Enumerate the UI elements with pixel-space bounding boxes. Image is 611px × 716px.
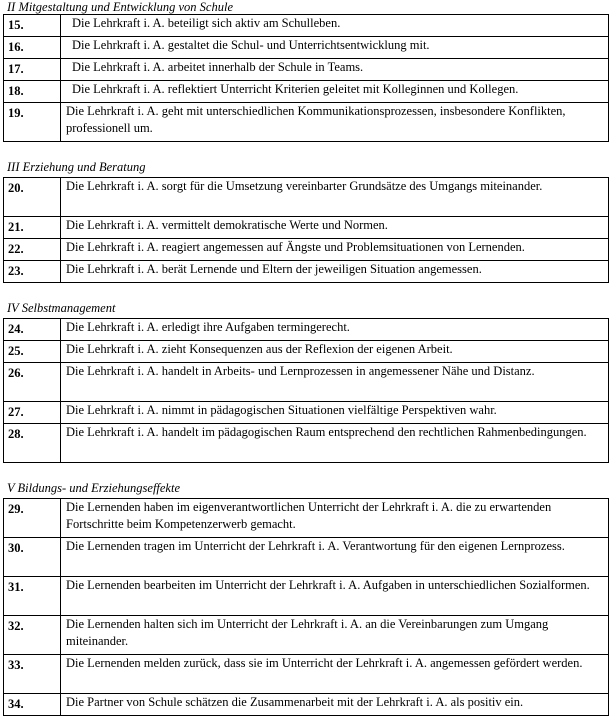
table-row — [4, 538, 609, 577]
table-row — [4, 424, 609, 463]
row-number: 25. — [4, 341, 61, 363]
table-row — [4, 363, 609, 402]
row-number: 28. — [4, 424, 61, 463]
table-row — [4, 402, 609, 424]
row-text: Die Lernenden melden zurück, dass sie im Unterricht der Lehrkraft i. A. angemessen gefördert werden. — [61, 655, 609, 694]
row-text: Die Lernenden tragen im Unterricht der Lehrkraft i. A. Verantwortung für den eigenen Lernprozess. — [61, 538, 609, 577]
row-number: 16. — [4, 37, 61, 59]
row-number: 18. — [4, 81, 61, 103]
table-row — [4, 694, 609, 716]
criteria-table-iii — [3, 177, 609, 283]
section-heading-iv: IV Selbstmanagement — [7, 301, 116, 315]
table-row — [4, 239, 609, 261]
table-row — [4, 655, 609, 694]
row-number: 33. — [4, 655, 61, 694]
row-text: Die Lernenden haben im eigenverantwortlichen Unterricht der Lehrkraft i. A. die zu erwartenden Fortschritte beim Kompetenzerwerb gemacht. — [61, 499, 609, 538]
row-number: 23. — [4, 261, 61, 283]
row-text: Die Lehrkraft i. A. handelt in Arbeits- und Lernprozessen in angemessener Nähe und Distanz. — [61, 363, 609, 402]
row-number: 17. — [4, 59, 61, 81]
row-text: Die Lehrkraft i. A. sorgt für die Umsetzung vereinbarter Grundsätze des Umgangs miteinander. — [61, 178, 609, 217]
table-row — [4, 81, 609, 103]
row-text: Die Lehrkraft i. A. handelt im pädagogischen Raum entsprechend den rechtlichen Rahmenbedingungen. — [61, 424, 609, 463]
row-number: 27. — [4, 402, 61, 424]
criteria-table-ii — [3, 14, 609, 142]
table-row — [4, 577, 609, 616]
row-number: 26. — [4, 363, 61, 402]
row-text: Die Lehrkraft i. A. geht mit unterschiedlichen Kommunikationsprozessen, insbesondere Konflikten, professionell um. — [61, 103, 609, 142]
table-row — [4, 319, 609, 341]
row-text: Die Lehrkraft i. A. erledigt ihre Aufgaben termingerecht. — [61, 319, 609, 341]
table-row — [4, 178, 609, 217]
section-heading-iii: III Erziehung und Beratung — [7, 160, 146, 174]
table-row — [4, 15, 609, 37]
row-number: 21. — [4, 217, 61, 239]
row-number: 29. — [4, 499, 61, 538]
row-number: 32. — [4, 616, 61, 655]
row-text: Die Lehrkraft i. A. reagiert angemessen auf Ängste und Problemsituationen von Lernenden. — [61, 239, 609, 261]
row-text: Die Lehrkraft i. A. arbeitet innerhalb der Schule in Teams. — [61, 59, 609, 81]
row-number: 30. — [4, 538, 61, 577]
table-row — [4, 103, 609, 142]
criteria-table-iv — [3, 318, 609, 463]
row-text: Die Partner von Schule schätzen die Zusammenarbeit mit der Lehrkraft i. A. als positiv ein. — [61, 694, 609, 716]
table-row — [4, 261, 609, 283]
row-text: Die Lernenden bearbeiten im Unterricht der Lehrkraft i. A. Aufgaben in unterschiedlichen Sozialformen. — [61, 577, 609, 616]
row-number: 24. — [4, 319, 61, 341]
table-row — [4, 37, 609, 59]
section-heading-v: V Bildungs- und Erziehungseffekte — [7, 481, 181, 495]
row-number: 31. — [4, 577, 61, 616]
table-row — [4, 59, 609, 81]
row-text: Die Lernenden halten sich im Unterricht der Lehrkraft i. A. an die Vereinbarungen zum Umgang miteinander. — [61, 616, 609, 655]
table-row — [4, 341, 609, 363]
table-row — [4, 499, 609, 538]
row-text: Die Lehrkraft i. A. zieht Konsequenzen aus der Reflexion der eigenen Arbeit. — [61, 341, 609, 363]
row-number: 15. — [4, 15, 61, 37]
row-number: 19. — [4, 103, 61, 142]
row-text: Die Lehrkraft i. A. nimmt in pädagogischen Situationen vielfältige Perspektiven wahr. — [61, 402, 609, 424]
row-number: 20. — [4, 178, 61, 217]
row-text: Die Lehrkraft i. A. berät Lernende und Eltern der jeweiligen Situation angemessen. — [61, 261, 609, 283]
row-number: 34. — [4, 694, 61, 716]
criteria-table-v — [3, 498, 609, 716]
row-text: Die Lehrkraft i. A. beteiligt sich aktiv am Schulleben. — [61, 15, 609, 37]
row-text: Die Lehrkraft i. A. vermittelt demokratische Werte und Normen. — [61, 217, 609, 239]
row-number: 22. — [4, 239, 61, 261]
table-row — [4, 616, 609, 655]
table-row — [4, 217, 609, 239]
row-text: Die Lehrkraft i. A. reflektiert Unterricht Kriterien geleitet mit Kolleginnen und Kollegen. — [61, 81, 609, 103]
row-text: Die Lehrkraft i. A. gestaltet die Schul- und Unterrichtsentwicklung mit. — [61, 37, 609, 59]
section-heading-ii: II Mitgestaltung und Entwicklung von Schule — [7, 0, 233, 14]
